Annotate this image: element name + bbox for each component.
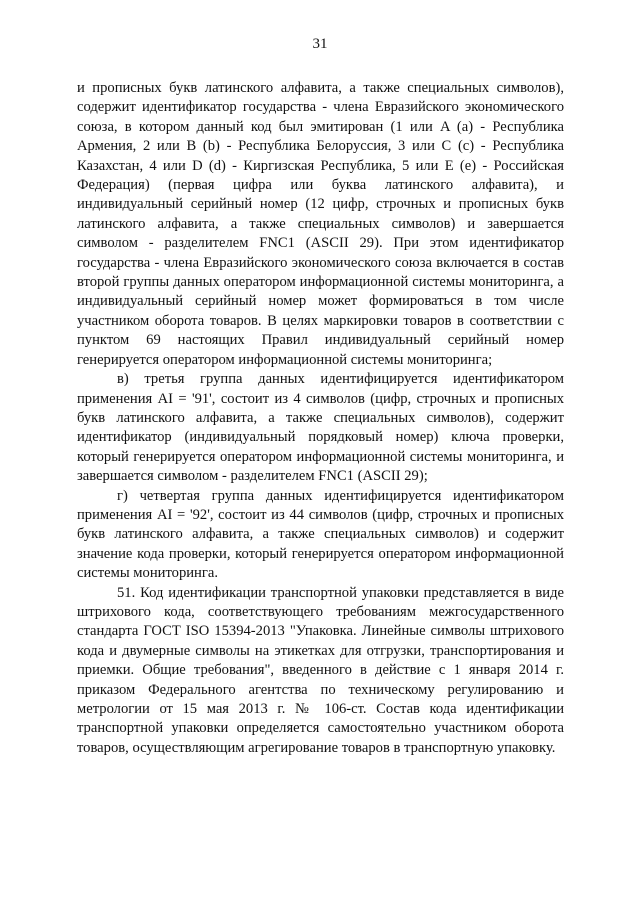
paragraph-51: 51. Код идентификации транспортной упаковки представляется в виде штрихового кода, соответствующего требованиям межгосударственного стандарта ГОСТ ISO 15394-2013 "Упаковка. Линейные символы штрихового кода и двумерные символы на этикетках для отгрузки, транспортирования и приемки. Общие требования", введенного в действие с 1 января 2014 г. приказом Федерального агентства по техническому регулированию и метрологии от 15 мая 2013 г. № 106-ст. Состав кода идентификации транспортной упаковки определяется самостоятельно участником оборота товаров, осуществляющим агрегирование товаров в транспортную упаковку. bbox=[77, 584, 564, 756]
paragraph-continuation: и прописных букв латинского алфавита, а также специальных символов), содержит идентификатор государства - члена Евразийского экономического союза, в котором данный код был эмитирован (1 или A (a) - Республика Армения, 2 или B (b) - Республика Белоруссия, 3 или C (c) - Республика Казахстан, 4 или D (d) - Киргизская Республика, 5 или E (e) - Российская Федерация) (первая цифра или буква латинского алфавита), и индивидуальный серийный номер (12 цифр, строчных и прописных букв латинского алфавита, а также специальных символов) и завершается символом - разделителем FNC1 (ASCII 29). При этом идентификатор государства - члена Евразийского экономического союза включается в состав второй группы данных оператором информационной системы мониторинга, а индивидуальный серийный номер может формироваться в том числе участником оборота товаров. В целях маркировки товаров в соответствии с пунктом 69 настоящих Правил индивидуальный серийный номер генерируется оператором информационной системы мониторинга; bbox=[77, 80, 564, 368]
paragraph-item-v: в) третья группа данных идентифицируется идентификатором применения AI = '91', состоит из 4 символов (цифр, строчных и прописных букв латинского алфавита, а также специальных символов), содержит идентификатор (индивидуальный порядковый номер) ключа проверки, который генерируется оператором информационной системы мониторинга, и завершается символом - разделителем FNC1 (ASCII 29); bbox=[77, 371, 564, 485]
document-body bbox=[77, 79, 564, 758]
page-number: 31 bbox=[312, 36, 328, 52]
paragraph-item-g: г) четвертая группа данных идентифицируется идентификатором применения AI = '92', состоит из 44 символов (цифр, строчных и прописных букв латинского алфавита, а также специальных символов) и содержит значение кода проверки, который генерируется оператором информационной системы мониторинга. bbox=[77, 487, 564, 582]
